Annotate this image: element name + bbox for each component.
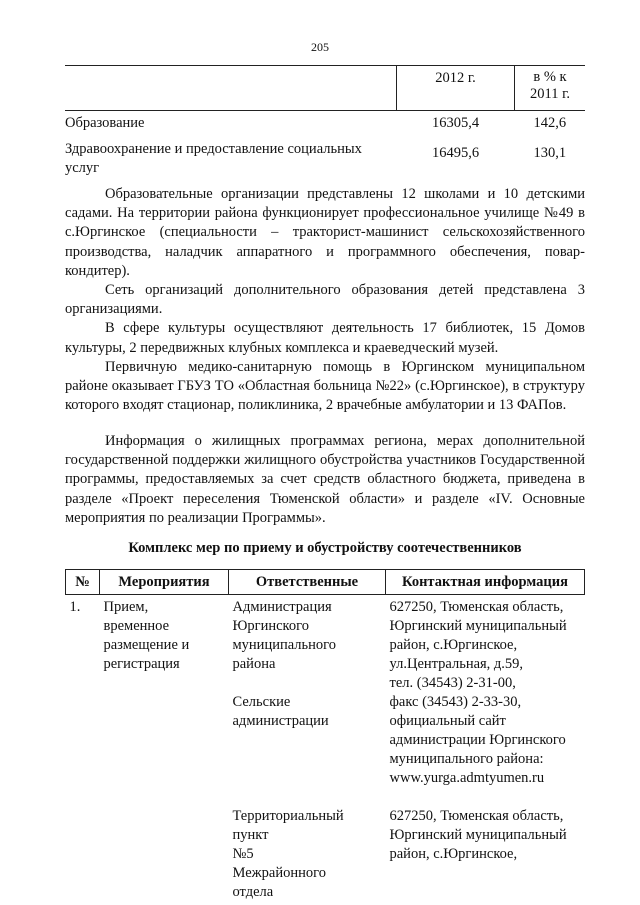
body-paragraphs xyxy=(65,185,585,415)
contact-line: www.yurga.admtyumen.ru xyxy=(389,770,545,786)
row-value: 16495,6 xyxy=(431,145,480,161)
paragraph-healthcare: Первичную медико-санитарную помощь в Юргинском муниципальном районе оказывает ГБУЗ ТО «Областная больница №22» (с.Юргинское), в структуру которого входят стационар, поликлиника, 2 врачебные амбулатории и 13 ФАПов. xyxy=(65,358,585,414)
responsible-word: Межрайонного xyxy=(232,865,326,881)
contact-line: район, с.Юргинское, xyxy=(389,846,518,862)
statistics-table-header xyxy=(65,66,585,111)
action-line: регистрация xyxy=(103,656,180,672)
responsible-line: Юргинского xyxy=(232,618,309,634)
row-action xyxy=(100,595,229,903)
contact-line: Юргинский муниципальный xyxy=(389,827,567,843)
action-line: временное xyxy=(103,618,170,634)
header-year: 2012 г. xyxy=(397,66,515,111)
responsible-line xyxy=(233,826,382,864)
paragraph-additional-education: Сеть организаций дополнительного образования детей представлена 3 организациями. xyxy=(65,282,585,318)
contact-line: муниципального района: xyxy=(389,751,544,767)
header-number: № xyxy=(66,570,100,595)
row-name-line1: Здравоохранение и предоставление социальных xyxy=(65,141,362,157)
row-number: 1. xyxy=(69,599,81,615)
row-percent: 142,6 xyxy=(533,115,567,131)
measures-title: Комплекс мер по приему и обустройству соотечественников xyxy=(128,540,522,556)
responsible-line: администрации xyxy=(232,713,329,729)
row-name: Образование xyxy=(65,115,145,131)
row-contact xyxy=(386,595,585,903)
contact-line: тел. (34543) 2-31-00, xyxy=(389,675,516,691)
responsible-line: муниципального xyxy=(232,637,336,653)
header-percent-line1: в % к xyxy=(533,69,567,85)
measures-table-header xyxy=(66,570,585,595)
paragraph-culture: В сфере культуры осуществляют деятельность 17 библиотек, 15 Домов культуры, 2 передвижных клубных комплекса и краеведческий музей. xyxy=(65,320,585,356)
responsible-line: Территориальный xyxy=(232,808,344,824)
table-row xyxy=(66,595,585,903)
contact-line: 627250, Тюменская область, xyxy=(389,599,564,615)
responsible-line: Сельские xyxy=(232,694,291,710)
header-empty-cell xyxy=(65,66,397,111)
contact-line: район, с.Юргинское, xyxy=(389,637,518,653)
header-responsible: Ответственные xyxy=(229,570,386,595)
contact-line: факс (34543) 2-33-30, xyxy=(389,694,522,710)
responsible-line: района xyxy=(232,656,276,672)
page-number: 205 xyxy=(311,40,329,54)
info-block xyxy=(65,432,585,528)
responsible-line xyxy=(233,864,382,902)
responsible-word: отдела xyxy=(232,884,274,900)
header-contact: Контактная информация xyxy=(386,570,585,595)
contact-line: официальный сайт xyxy=(389,713,506,729)
responsible-word: пункт xyxy=(232,827,269,843)
paragraph-housing-info: Информация о жилищных программах региона, мерах дополнительной государственной поддержки жилищного обустройства участников Государственной программы, предоставляемых за счет средств областного бюджета, приведена в разделе «Проект переселения Тюменской области» и разделе «IV. Основные мероприятия по реализации Программы». xyxy=(65,433,585,526)
table-row xyxy=(65,111,585,136)
measures-table xyxy=(65,569,585,902)
row-name xyxy=(65,135,397,178)
row-value: 16305,4 xyxy=(431,115,480,131)
paragraph-education: Образовательные организации представлены 12 школами и 10 детскими садами. На территории района функционирует профессиональное училище №49 в с.Юргинское (специальности – тракторист-машинист сельскохозяйственного производства, наладчик аппаратного и программного обеспечения, повар-кондитер). xyxy=(65,186,585,279)
contact-line: 627250, Тюменская область, xyxy=(389,808,564,824)
contact-line: администрации Юргинского xyxy=(389,732,566,748)
header-percent-line2: 2011 г. xyxy=(529,86,571,102)
row-percent: 130,1 xyxy=(533,145,567,161)
contact-line: ул.Центральная, д.59, xyxy=(389,656,524,672)
row-responsible xyxy=(229,595,386,903)
row-name-line2: услуг xyxy=(65,160,100,176)
contact-line: Юргинский муниципальный xyxy=(389,618,567,634)
statistics-table xyxy=(65,65,585,178)
action-line: размещение и xyxy=(103,637,190,653)
action-line: Прием, xyxy=(103,599,149,615)
responsible-word: №5 xyxy=(232,846,254,862)
table-row xyxy=(65,135,585,178)
header-percent xyxy=(515,66,586,111)
responsible-line: Администрация xyxy=(232,599,332,615)
header-action: Мероприятия xyxy=(100,570,229,595)
